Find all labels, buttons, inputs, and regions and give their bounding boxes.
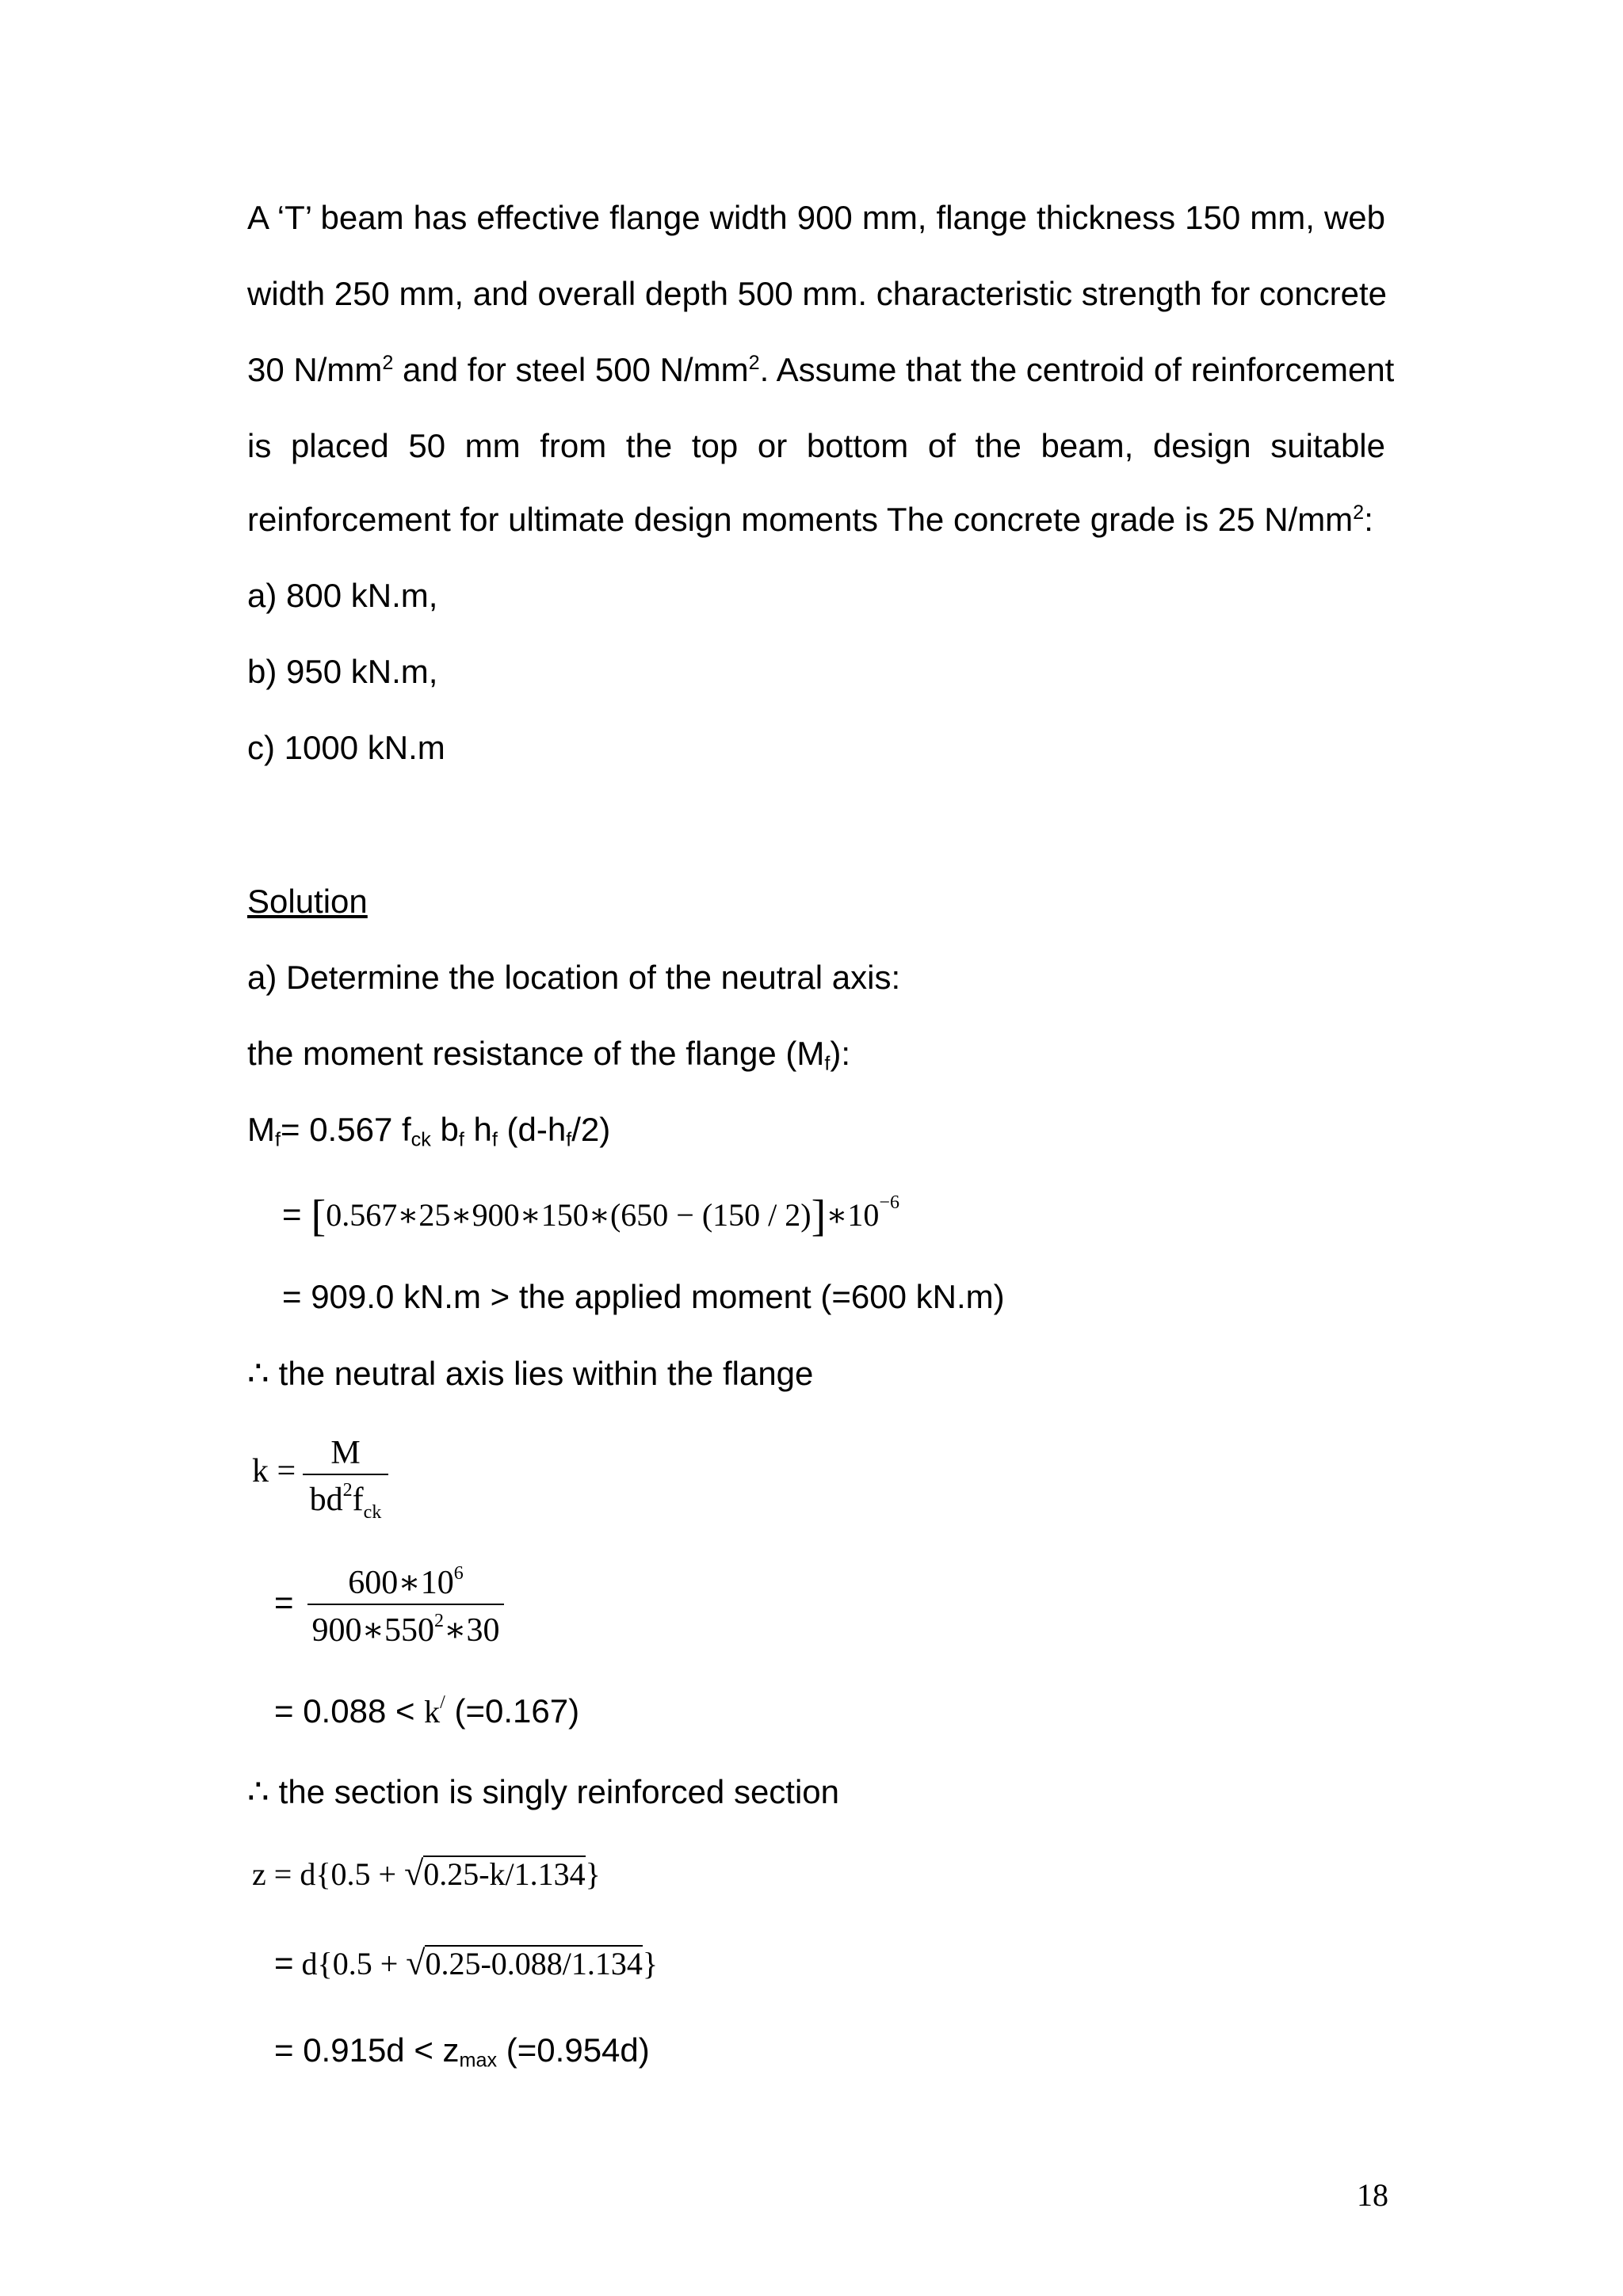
page-number: 18 [1357,2177,1388,2213]
z-formula: z = d{0.5 + √0.25-k/1.134} [252,1854,601,1893]
mf-result: = 909.0 kN.m > the applied moment (=600 kN.m) [282,1278,1005,1315]
k-denominator: $bd^2f_{ck}$ [309,1480,382,1523]
k-lhs: k = [252,1453,296,1489]
problem-line-3: 30 $N/mm^2$ and for steel 500 $N/mm^2$. Assume that the centroid of reinforcement [247,351,1395,388]
k-calc-fraction [307,1562,504,1650]
problem-line-4: is placed 50 mm from the top or bottom of the beam, design suitable [247,427,1385,464]
k-fraction [303,1434,388,1521]
case-a: a) 800 kN.m, [247,577,438,614]
k-result: = 0.088 < k/ (=0.167) [274,1692,580,1730]
na-conclusion: ∴ the neutral axis lies within the flange [247,1354,814,1393]
step-a-heading: a) Determine the location of the neutral axis: [247,959,901,996]
z-calculation: = d{0.5 + √0.25-0.088/1.134} [274,1943,659,1982]
k-calc-denominator: $900∗550^2∗30$ [311,1611,500,1649]
case-b: b) 950 kN.m, [247,653,438,690]
mf-calculation: = [0.567∗25∗900∗150∗(650 − $(150 / 2)]∗10^{-6}$ [282,1192,899,1241]
k-calc-equals: = [274,1584,294,1621]
k-numerator: M [330,1435,361,1471]
z-result: = $0.915d < z_{max}$ (=0.954d) [274,2031,650,2072]
singly-conclusion: ∴ the section is singly reinforced section [247,1772,840,1811]
k-calc-fraction-bar [307,1604,504,1605]
mf-intro: the moment resistance of the flange $(M_f)$: [247,1035,851,1075]
problem-line-1: A ‘T’ beam has effective flange width 900 mm, flange thickness 150 mm, web [247,199,1385,236]
k-fraction-bar [303,1474,388,1475]
mf-equation: $M_f= 0.567$ $f_{ck}$ $b_f$ $h_f$ $(d-h_f/2)$ [247,1111,611,1151]
k-calc-numerator: $600∗10^6$ [348,1563,464,1601]
problem-line-2: width 250 mm, and overall depth 500 mm. characteristic strength for concrete [247,275,1388,312]
solution-heading: Solution [247,883,368,920]
problem-line-5: reinforcement for ultimate design moments The concrete grade is 25 $N/mm^2$: [247,501,1373,539]
case-c: c) 1000 kN.m [247,729,445,766]
